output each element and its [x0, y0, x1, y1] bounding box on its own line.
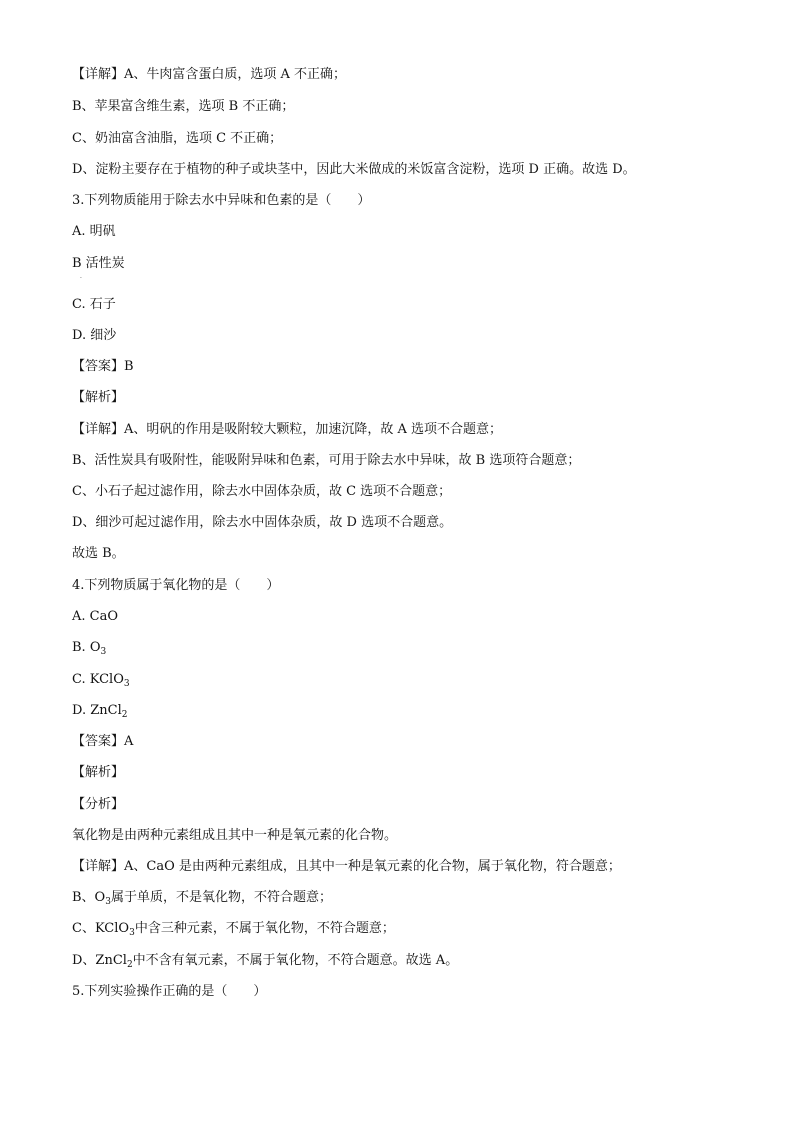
q2-detail-c: C、奶油富含油脂，选项 C 不正确； — [72, 131, 283, 146]
q4-stem: 4.下列物质属于氧化物的是（ ） — [72, 578, 280, 593]
q3-option-a: A. 明矾 — [72, 224, 116, 239]
q3-analysis-heading: 【解析】 — [72, 390, 125, 405]
q4-option-d — [72, 702, 127, 720]
q3-detail-a: 【详解】A、明矾的作用是吸附较大颗粒，加速沉降，故 A 选项不合题意； — [72, 422, 503, 437]
q4-detail-c — [72, 920, 395, 938]
q3-detail-c: C、小石子起过滤作用，除去水中固体杂质，故 C 选项不合题意； — [72, 484, 452, 499]
q4-option-c-text: C. KClO — [72, 672, 124, 687]
q4-detail-b-post: 属于单质，不是氧化物，不符合题意； — [110, 890, 332, 905]
subscript: 3 — [105, 897, 111, 907]
q3-option-c: C. 石子 — [72, 297, 116, 312]
subscript: 3 — [100, 647, 107, 657]
q2-detail-d: D、淀粉主要存在于植物的种子或块茎中，因此大米做成的米饭富含淀粉，选项 D 正确。故选 D。 — [72, 162, 636, 177]
q4-detail-d-pre: D、ZnCl — [72, 953, 127, 968]
q4-option-d-text: D. ZnCl — [72, 703, 122, 718]
q4-definition: 氧化物是由两种元素组成且其中一种是氧元素的化合物。 — [72, 828, 398, 843]
q4-detail-a: 【详解】A、CaO 是由两种元素组成，且其中一种是氧元素的化合物，属于氧化物，符合题意； — [72, 859, 621, 874]
q4-option-a: A. CaO — [72, 609, 119, 624]
q5-stem: 5.下列实验操作正确的是（ ） — [72, 984, 267, 999]
subscript: 2 — [126, 960, 133, 970]
q4-detail-d-post: 中不含有氧元素，不属于氧化物，不符合题意。故选 A。 — [132, 953, 459, 968]
q3-stem: 3.下列物质能用于除去水中异味和色素的是（ ） — [72, 193, 371, 208]
q4-option-c — [72, 671, 130, 689]
q4-detail-c-pre: C、KClO — [72, 921, 130, 936]
q3-conclusion: 故选 B。 — [72, 546, 125, 561]
q4-detail-b-pre: B、O — [72, 890, 106, 905]
q4-detail-b — [72, 889, 332, 907]
q3-detail-d: D、细沙可起过滤作用，除去水中固体杂质，故 D 选项不合题意。 — [72, 515, 453, 530]
q4-option-b — [72, 639, 106, 657]
q3-option-b: B 活性炭 — [72, 256, 125, 271]
subscript: 2 — [121, 710, 128, 720]
subscript: 3 — [129, 928, 135, 938]
subscript: 3 — [123, 679, 130, 689]
q3-option-d: D. 细沙 — [72, 328, 117, 343]
q3-answer: 【答案】B — [72, 359, 134, 374]
q3-detail-b: B、活性炭具有吸附性，能吸附异味和色素，可用于除去水中异味，故 B 选项符合题意； — [72, 453, 581, 468]
stray-dot: · — [80, 275, 82, 282]
q2-detail-a: 【详解】A、牛肉富含蛋白质，选项 A 不正确； — [72, 67, 347, 82]
q2-detail-b: B、苹果富含维生素，选项 B 不正确； — [72, 99, 295, 114]
q4-analysis-heading: 【解析】 — [72, 765, 125, 780]
q4-option-b-text: B. O — [72, 640, 101, 655]
q4-fenxi-heading: 【分析】 — [72, 797, 125, 812]
q4-detail-d — [72, 952, 458, 970]
q4-detail-c-post: 中含三种元素，不属于氧化物，不符合题意； — [134, 921, 395, 936]
q4-answer: 【答案】A — [72, 734, 134, 749]
